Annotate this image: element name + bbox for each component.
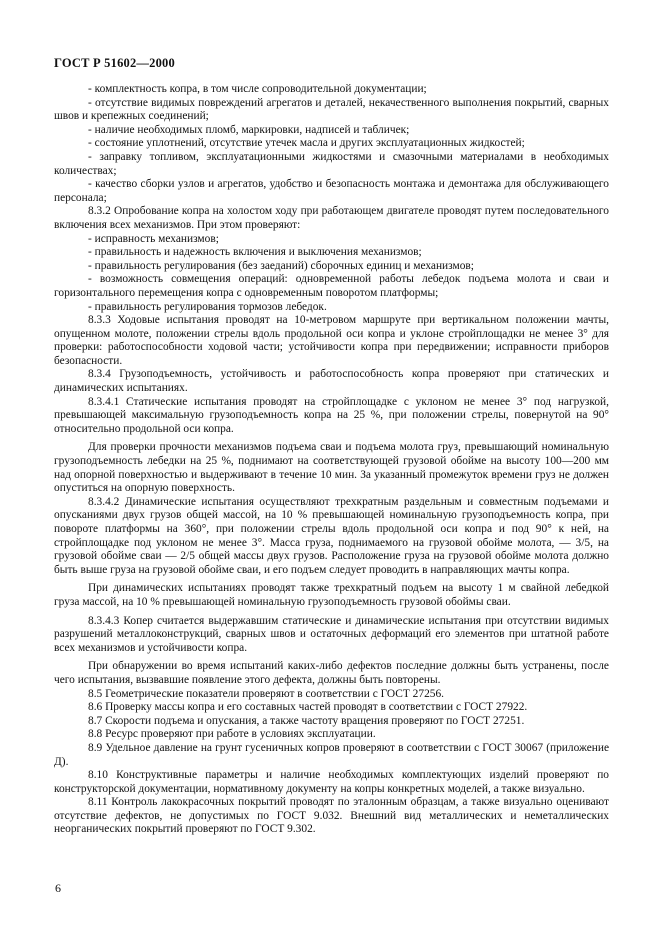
paragraph-dynamic-tests: При динамических испытаниях проводят также трехкратный подъем на высоту 1 м свайной лебедкой груза массой, на 10 % превышающей номинальную грузоподъемность грузовой обоймы сваи. — [54, 582, 609, 608]
list-item-no-leaks: - состояние уплотнений, отсутствие утечек масла и других эксплуатационных жидкостей; — [88, 137, 525, 150]
document-body — [54, 83, 609, 837]
clause-8-3-3: 8.3.3 Ходовые испытания проводят на 10-метровом маршруте при вертикальном положении мачты, опущенном молоте, положении стрелы вдоль продольной оси копра и уклоне стройплощадки не менее 3° для проверки: работоспособности ходовой части; устойчивости копра при передвижении; исправности приборов безопасности. — [54, 314, 609, 367]
clause-8-3-4-2: 8.3.4.2 Динамические испытания осуществляют трехкратным раздельным и совместным подъемами и опусканиями двух грузов общей массой, на 10 % превышающей номинальную грузоподъемность копра, при повороте платформы на 360°, при положении стрелы вдоль продольной оси копра и под 90° к ней, на стройплощадке под уклоном не менее 3°. Масса груза, поднимаемого на грузовой обойме молота, — 3/5, на грузовой обойме сваи — 2/5 общей массы двух грузов. Расположение груза на грузовой обойме молота должно быть выше груза на грузовой обойме сваи, и его подъем следует проводить в направляющих мачты копра. — [54, 495, 609, 576]
clause-8-7: 8.7 Скорости подъема и опускания, а также частоту вращения проверяют по ГОСТ 27251. — [88, 714, 525, 727]
clause-8-3-2: 8.3.2 Опробование копра на холостом ходу при работающем двигателе проводят путем последовательного включения всех механизмов. При этом проверяют: — [54, 205, 609, 231]
clause-8-6: 8.6 Проверку массы копра и его составных частей проводят в соответствии с ГОСТ 27922. — [88, 701, 528, 714]
paragraph-strength-check: Для проверки прочности механизмов подъема сваи и подъема молота груз, превышающий номинальную грузоподъемность лебедки на 25 %, поднимают на соответствующей грузовой обойме на высоту 100—200 мм над опорной поверхностью и выдерживают в течение 10 мин. За указанный промежуток времени груз не должен опуститься на опорную поверхность. — [54, 441, 609, 495]
page-number: 6 — [55, 881, 61, 895]
list-item-brakes: - правильность регулирования тормозов лебедок. — [88, 300, 327, 313]
clause-8-3-4: 8.3.4 Грузоподъемность, устойчивость и работоспособность копра проверяют при статических и динамических испытаниях. — [54, 368, 609, 395]
list-item-switching: - правильность и надежность включения и выключения механизмов; — [88, 246, 422, 259]
list-item-completeness: - комплектность копра, в том числе сопроводительной документации; — [88, 83, 427, 95]
list-item-adjustment: - правильность регулирования (без заеданий) сборочных единиц и механизмов; — [88, 259, 474, 272]
clause-8-8: 8.8 Ресурс проверяют при работе в условиях эксплуатации. — [88, 728, 376, 741]
list-item-combined-ops: - возможность совмещения операций: одновременной работы лебедок подъема молота и сваи и горизонтального перемещения копра с одновременным поворотом платформы; — [54, 273, 609, 299]
list-item-seals-markings: - наличие необходимых пломб, маркировки, надписей и табличек; — [88, 123, 410, 136]
list-item-fueling: - заправку топливом, эксплуатационными жидкостями и смазочными материалами в необходимых количествах; — [54, 150, 609, 177]
clause-8-5: 8.5 Геометрические показатели проверяют в соответствии с ГОСТ 27256. — [88, 687, 445, 700]
clause-8-11: 8.11 Контроль лакокрасочных покрытий проводят по эталонным образцам, а также визуально оценивают отсутствие дефектов, не допустимых по ГОСТ 9.032. Внешний вид металлических и неметаллических неорганических покрытий проверяют по ГОСТ 9.302. — [54, 796, 609, 836]
clause-8-9: 8.9 Удельное давление на грунт гусеничных копров проверяют в соответствии с ГОСТ 30067 (приложение Д). — [54, 741, 609, 768]
clause-8-3-4-1: 8.3.4.1 Статические испытания проводят на стройплощадке с уклоном не менее 3° под нагрузкой, превышающей максимальную грузоподъемность копра на 25 %, при положении стрелы, повернутой на 90° относительно продольной оси копра. — [54, 395, 609, 435]
list-item-assembly-quality: - качество сборки узлов и агрегатов, удобство и безопасность монтажа и демонтажа для обслуживающего персонала; — [54, 178, 609, 204]
list-item-mechanisms-ok: - исправность механизмов; — [88, 232, 219, 245]
clause-8-3-4-3: 8.3.4.3 Копер считается выдержавшим статические и динамические испытания при отсутствии видимых разрушений металлоконструкций, сварных швов и остаточных деформаций его элементов при штатной работе всех механизмов и устойчивости копра. — [54, 614, 609, 654]
paragraph-defects: При обнаружении во время испытаний каких-либо дефектов последние должны быть устранены, после чего испытания, вызвавшие появление этого дефекта, должны быть повторены. — [54, 660, 609, 686]
list-item-no-damage: - отсутствие видимых повреждений агрегатов и деталей, некачественного выполнения покрытий, сварных швов и крепежных соединений; — [54, 96, 609, 123]
page-header-standard-id: ГОСТ Р 51602—2000 — [54, 56, 175, 70]
clause-8-10: 8.10 Конструктивные параметры и наличие необходимых комплектующих изделий проверяют по конструкторской документации, нормативному документу на копры конкретных моделей, а также визуально. — [54, 769, 609, 795]
